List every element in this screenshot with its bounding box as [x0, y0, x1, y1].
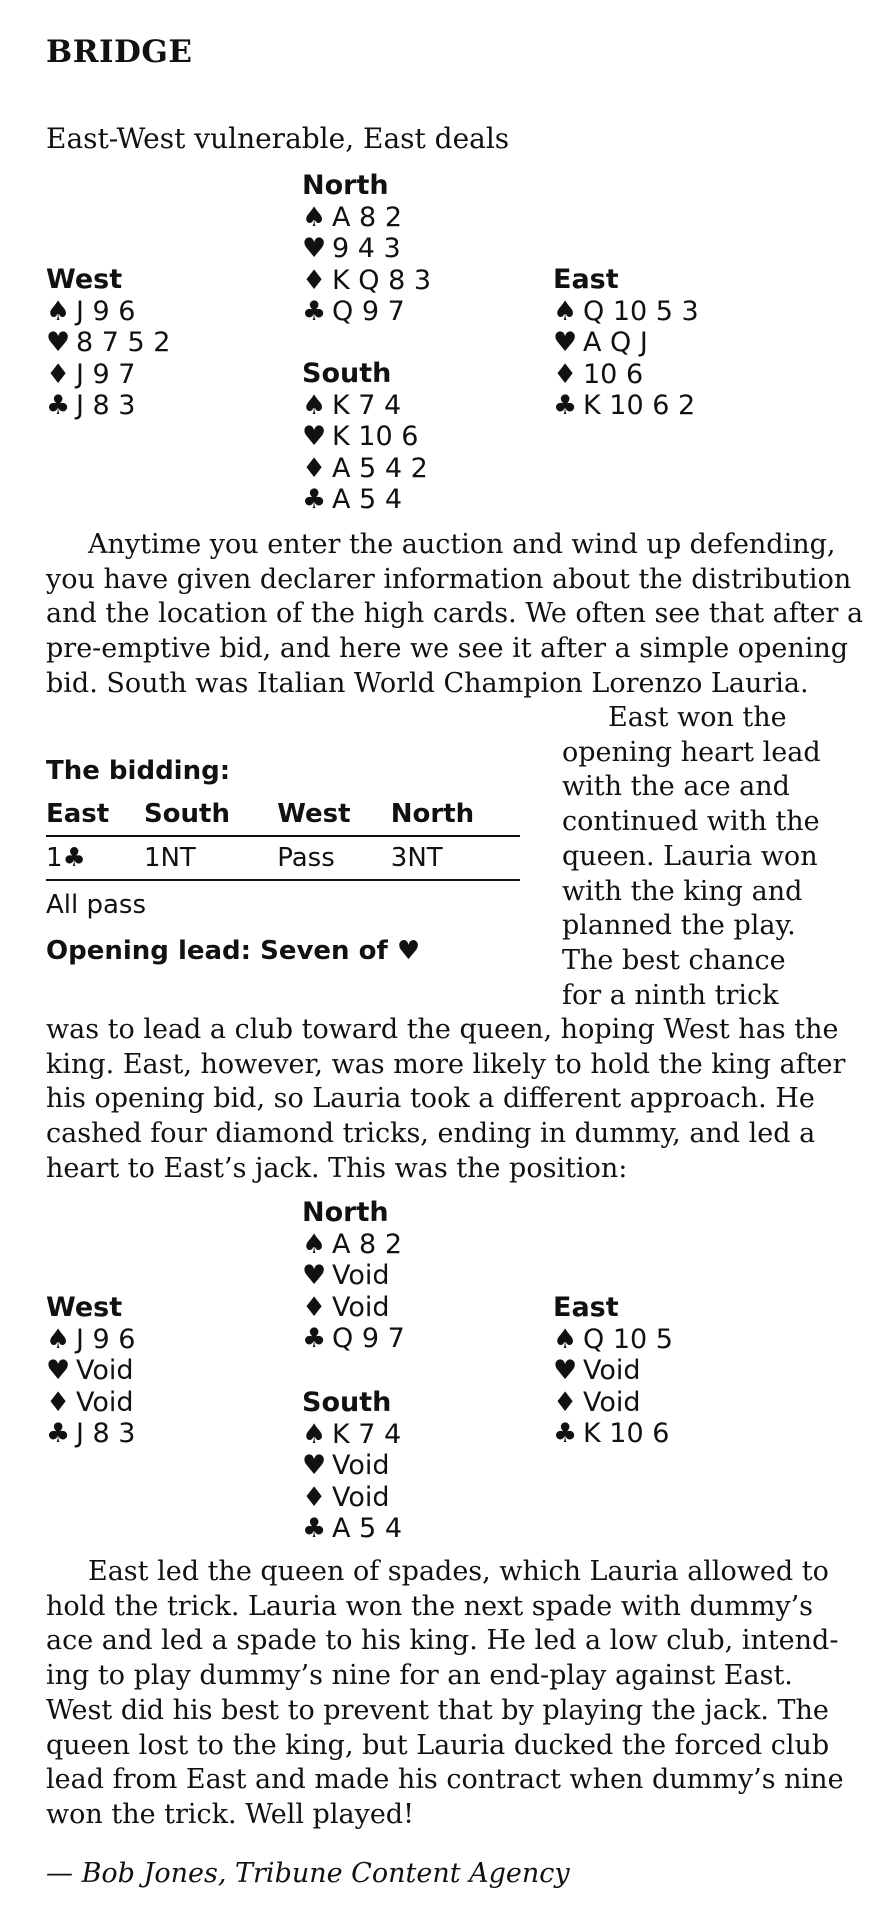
text-line: cashed four diamond tricks, ending in dummy, and led a [46, 1118, 816, 1150]
hearts-cards: 9 4 3 [332, 233, 401, 264]
text-line: pre-emptive bid, and here we see it after a simple opening [46, 633, 849, 665]
spades-cards: A 8 2 [332, 1228, 402, 1260]
text-line: The best chance [562, 944, 786, 976]
article-paragraph-1 [46, 528, 863, 702]
hand-label: West [46, 1292, 123, 1323]
north-hand [302, 170, 431, 328]
spade-icon: ♠ [302, 1228, 327, 1260]
hand-label: East [553, 1292, 619, 1323]
text-line: with the king and [562, 875, 803, 907]
diamond-icon: ♦ [46, 358, 71, 390]
text-line: hold the trick. Lauria won the next spade with dummy’s [46, 1590, 814, 1622]
heart-icon: ♥ [553, 327, 578, 358]
heart-icon: ♥ [553, 1355, 578, 1386]
spade-icon: ♠ [553, 1323, 578, 1355]
bid-header-east: East [46, 795, 144, 836]
hearts-cards: Void [332, 1260, 390, 1291]
diamonds-cards: Void [332, 1481, 390, 1513]
spades-cards: Q 10 5 [583, 1323, 673, 1355]
text-line: continued with the [562, 806, 820, 838]
diamonds-cards: J 9 7 [76, 358, 136, 390]
diamond-icon: ♦ [302, 1291, 327, 1323]
club-icon: ♣ [302, 1513, 327, 1544]
text-line: for a ninth trick [562, 979, 779, 1011]
heart-icon: ♥ [46, 327, 71, 358]
text-line: with the ace and [562, 771, 790, 803]
bidding-title: The bidding: [46, 756, 231, 786]
south-hand [302, 358, 428, 516]
heart-icon: ♥ [302, 421, 327, 452]
diamonds-cards: Void [583, 1386, 641, 1418]
bid-cell: 1NT [144, 836, 277, 880]
north-hand-position [302, 1197, 405, 1355]
club-icon: ♣ [553, 390, 578, 421]
club-icon: ♣ [46, 390, 71, 421]
bidding-table [46, 795, 520, 881]
text-line: king. East, however, was more likely to hold the king after [46, 1048, 846, 1080]
spade-icon: ♠ [46, 295, 71, 327]
clubs-cards: Q 9 7 [332, 1323, 405, 1354]
spade-icon: ♠ [302, 201, 327, 233]
diamond-icon: ♦ [302, 452, 327, 484]
east-hand-position [553, 1292, 673, 1450]
text-line: East led the queen of spades, which Lauria allowed to [88, 1556, 829, 1587]
west-hand [46, 264, 170, 422]
diamond-icon: ♦ [302, 1481, 327, 1513]
diamonds-cards: K Q 8 3 [332, 264, 432, 296]
west-hand-position [46, 1292, 135, 1450]
clubs-cards: J 8 3 [76, 390, 136, 421]
heart-icon: ♥ [302, 233, 327, 264]
article-paragraph-3 [46, 1555, 844, 1833]
bid-header-south: South [144, 795, 277, 836]
club-icon: ♣ [553, 1418, 578, 1449]
heart-icon: ♥ [46, 1355, 71, 1386]
hand-label: East [553, 264, 619, 295]
bid-cell: 1♣ [46, 836, 144, 880]
bid-cell: 3NT [391, 836, 520, 880]
text-line: ace and led a spade to his king. He led a low club, intend- [46, 1625, 839, 1657]
hearts-cards: Void [583, 1355, 641, 1386]
byline: — Bob Jones, Tribune Content Agency [46, 1858, 570, 1889]
spades-cards: K 7 4 [332, 1418, 402, 1450]
clubs-cards: K 10 6 2 [583, 390, 696, 421]
clubs-cards: A 5 4 [332, 1513, 402, 1544]
spade-icon: ♠ [553, 295, 578, 327]
spades-cards: K 7 4 [332, 389, 402, 421]
hand-label: North [302, 1197, 389, 1228]
table-row [46, 836, 520, 880]
hearts-cards: K 10 6 [332, 421, 419, 452]
text-line: won the trick. Well played! [46, 1798, 414, 1830]
hand-label: South [302, 358, 392, 389]
spades-cards: Q 10 5 3 [583, 295, 699, 327]
text-line: opening heart lead [562, 736, 821, 768]
text-line: bid. South was Italian World Champion Lorenzo Lauria. [46, 667, 809, 699]
hand-label: North [302, 170, 389, 201]
page-title: BRIDGE [46, 34, 193, 70]
hearts-cards: 8 7 5 2 [76, 327, 171, 358]
heart-icon: ♥ [302, 1450, 327, 1481]
spade-icon: ♠ [46, 1323, 71, 1355]
spades-cards: A 8 2 [332, 201, 402, 233]
spades-cards: J 9 6 [76, 1323, 136, 1355]
east-hand [553, 264, 699, 422]
club-icon: ♣ [302, 1323, 327, 1354]
bid-header-west: West [277, 795, 391, 836]
text-line: East won the [608, 702, 787, 733]
diamonds-cards: Void [332, 1291, 390, 1323]
hearts-cards: Void [76, 1355, 134, 1386]
hearts-cards: A Q J [583, 327, 648, 358]
diamonds-cards: 10 6 [583, 358, 644, 390]
clubs-cards: Q 9 7 [332, 296, 405, 327]
hand-label: West [46, 264, 123, 295]
article-paragraph-2-side [562, 701, 821, 1013]
text-line: heart to East’s jack. This was the position: [46, 1152, 628, 1184]
article-paragraph-2 [46, 1013, 845, 1187]
text-line: lead from East and made his contract when dummy’s nine [46, 1764, 844, 1796]
text-line: queen lost to the king, but Lauria ducked the forced club [46, 1729, 830, 1761]
hearts-cards: Void [332, 1450, 390, 1481]
text-line: was to lead a club toward the queen, hoping West has the [46, 1014, 839, 1045]
text-line: ing to play dummy’s nine for an end-play against East. [46, 1660, 793, 1692]
text-line: planned the play. [562, 910, 796, 942]
text-line: West did his best to prevent that by playing the jack. The [46, 1694, 829, 1726]
spades-cards: J 9 6 [76, 295, 136, 327]
deal-conditions: East-West vulnerable, East deals [46, 122, 510, 155]
clubs-cards: J 8 3 [76, 1418, 136, 1449]
text-line: Anytime you enter the auction and wind up defending, [88, 529, 836, 560]
opening-lead: Opening lead: Seven of ♥ [46, 936, 421, 966]
text-line: his opening bid, so Lauria took a different approach. He [46, 1083, 815, 1115]
south-hand-position [302, 1387, 402, 1545]
diamond-icon: ♦ [302, 264, 327, 296]
spade-icon: ♠ [302, 1418, 327, 1450]
text-line: you have given declarer information about the distribution [46, 563, 852, 595]
all-pass-text: All pass [46, 890, 147, 920]
bid-cell: Pass [277, 836, 391, 880]
bid-header-north: North [391, 795, 520, 836]
diamonds-cards: A 5 4 2 [332, 452, 428, 484]
diamond-icon: ♦ [553, 1386, 578, 1418]
club-icon: ♣ [302, 484, 327, 515]
club-icon: ♣ [302, 296, 327, 327]
text-line: queen. Lauria won [562, 840, 818, 872]
clubs-cards: K 10 6 [583, 1418, 670, 1449]
hand-label: South [302, 1387, 392, 1418]
spade-icon: ♠ [302, 389, 327, 421]
club-icon: ♣ [46, 1418, 71, 1449]
text-line: and the location of the high cards. We often see that after a [46, 598, 864, 630]
heart-icon: ♥ [302, 1260, 327, 1291]
diamonds-cards: Void [76, 1386, 134, 1418]
clubs-cards: A 5 4 [332, 484, 402, 515]
diamond-icon: ♦ [553, 358, 578, 390]
diamond-icon: ♦ [46, 1386, 71, 1418]
